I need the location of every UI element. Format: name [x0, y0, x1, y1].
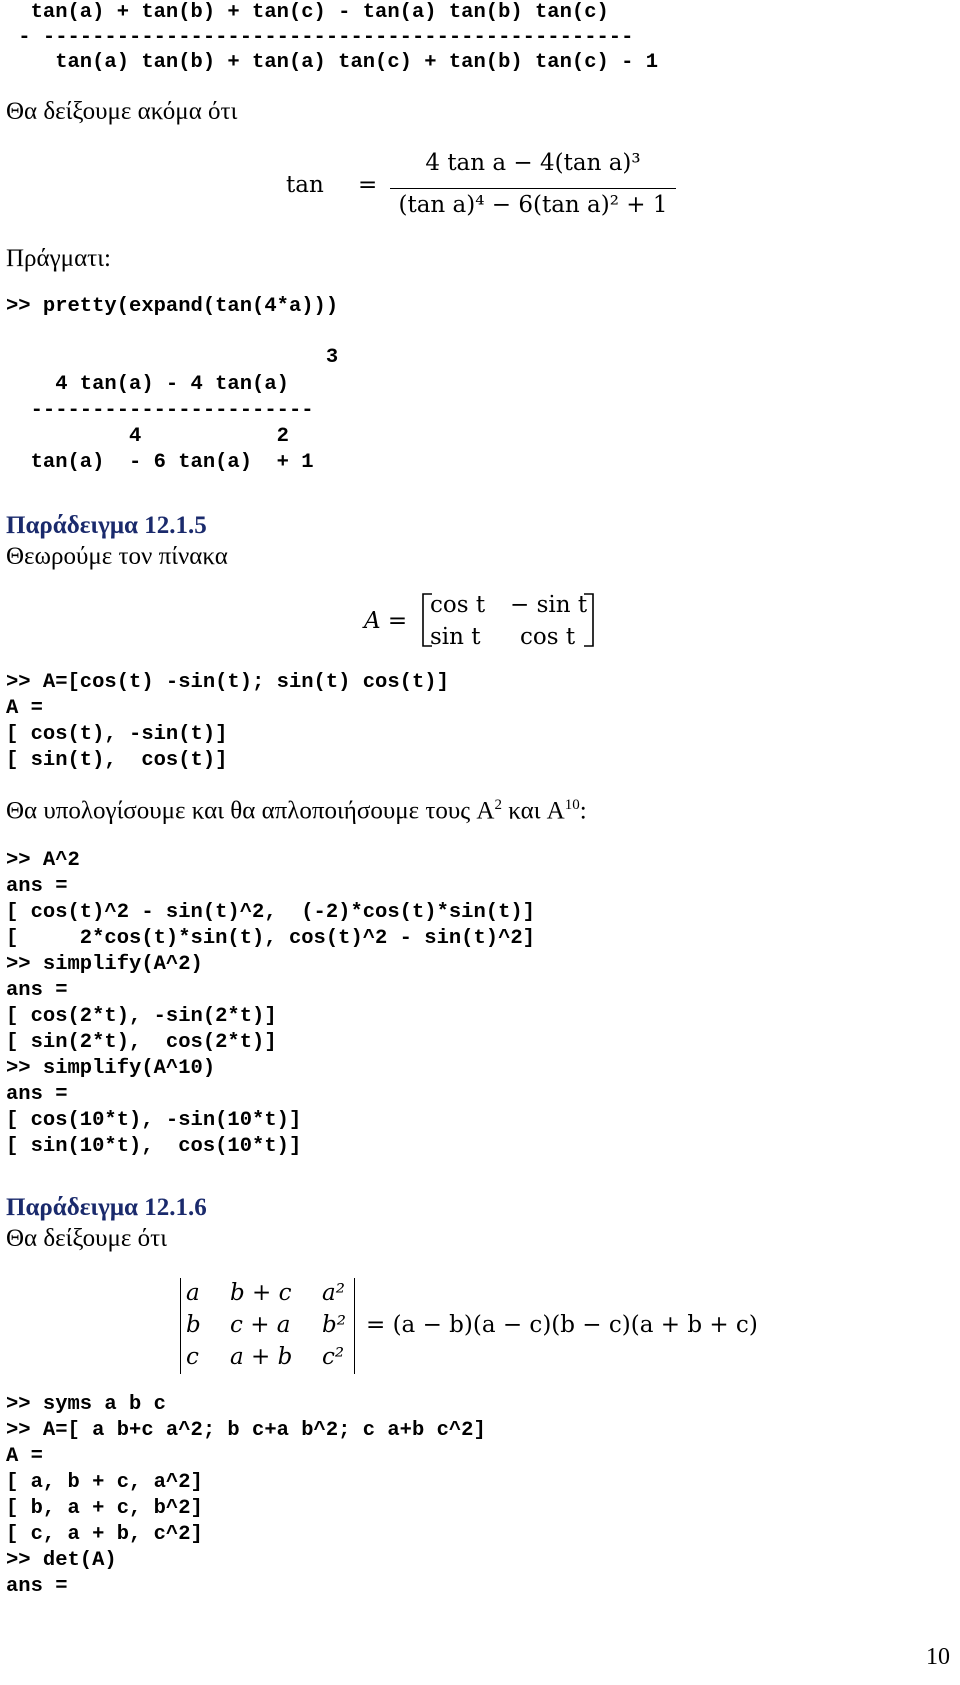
code-line: ans =	[6, 1083, 68, 1106]
det-bar-left	[180, 1278, 181, 1374]
code-line: [ c, a + b, c^2]	[6, 1523, 203, 1546]
code-line: ans =	[6, 1575, 68, 1598]
code-line: >> simplify(A^2)	[6, 953, 203, 976]
code-line: >> A=[ a b+c a^2; b c+a b^2; c a+b c^2]	[6, 1419, 486, 1442]
code-line: [ cos(t), -sin(t)]	[6, 723, 228, 746]
code-line: [ sin(2*t), cos(2*t)]	[6, 1031, 277, 1054]
code-line: >> A=[cos(t) -sin(t); sin(t) cos(t)]	[6, 671, 449, 694]
formula-lhs: tan	[286, 172, 324, 198]
section-heading: Παράδειγμα 12.1.5	[6, 512, 207, 539]
code-line: tan(a) - 6 tan(a) + 1	[6, 451, 314, 474]
matrix-cell: cos t	[520, 624, 576, 650]
det-cell: c²	[322, 1344, 345, 1370]
code-line: [ cos(t)^2 - sin(t)^2, (-2)*cos(t)*sin(t)]	[6, 901, 535, 924]
det-bar-right	[354, 1278, 355, 1374]
code-line: [ b, a + c, b^2]	[6, 1497, 203, 1520]
formula-equals: =	[358, 172, 378, 198]
det-cell: b²	[322, 1312, 346, 1338]
code-line: >> syms a b c	[6, 1393, 166, 1416]
matrix-cell: − sin t	[510, 592, 588, 618]
code-line: -----------------------	[6, 399, 314, 422]
code-line: [ sin(10*t), cos(10*t)]	[6, 1135, 302, 1158]
code-line: >> simplify(A^10)	[6, 1057, 216, 1080]
paragraph-text: Θεωρούμε τον πίνακα	[6, 543, 228, 570]
det-cell: a²	[322, 1280, 345, 1306]
det-cell: a + b	[230, 1344, 293, 1370]
formula-denominator: (tan a)⁴ − 6(tan a)² + 1	[398, 192, 668, 218]
det-cell: c	[186, 1344, 199, 1370]
code-line: tan(a) + tan(b) + tan(c) - tan(a) tan(b) tan(c)	[6, 1, 609, 24]
code-line: >> A^2	[6, 849, 80, 872]
code-line: [ cos(10*t), -sin(10*t)]	[6, 1109, 302, 1132]
code-line: ans =	[6, 875, 68, 898]
code-line: >> det(A)	[6, 1549, 117, 1572]
matrix-lhs: A =	[364, 608, 408, 634]
matrix-cell: cos t	[430, 592, 486, 618]
right-bracket	[582, 592, 596, 648]
det-cell: c + a	[230, 1312, 291, 1338]
code-line: [ 2*cos(t)*sin(t), cos(t)^2 - sin(t)^2]	[6, 927, 535, 950]
det-rhs: = (a − b)(a − c)(b − c)(a + b + c)	[366, 1312, 758, 1338]
code-line: [ cos(2*t), -sin(2*t)]	[6, 1005, 277, 1028]
code-line: [ sin(t), cos(t)]	[6, 749, 228, 772]
code-line: >> pretty(expand(tan(4*a)))	[6, 295, 339, 318]
code-line: 3	[6, 346, 339, 369]
paragraph-text: Θα δείξουμε ότι	[6, 1225, 167, 1252]
paragraph-text: Θα δείξουμε ακόμα ότι	[6, 98, 238, 125]
paragraph-text: Πράγματι:	[6, 245, 111, 272]
det-cell: a	[186, 1280, 200, 1306]
code-line: A =	[6, 1445, 43, 1468]
code-line: A =	[6, 697, 43, 720]
code-line: 4 tan(a) - 4 tan(a)	[6, 373, 289, 396]
page-number: 10	[926, 1644, 950, 1670]
det-cell: b	[186, 1312, 201, 1338]
code-line: ans =	[6, 979, 68, 1002]
fraction-bar	[390, 188, 676, 189]
matrix-cell: sin t	[430, 624, 481, 650]
section-heading: Παράδειγμα 12.1.6	[6, 1194, 207, 1221]
det-cell: b + c	[230, 1280, 292, 1306]
code-line: tan(a) tan(b) + tan(a) tan(c) + tan(b) tan(c) - 1	[6, 51, 659, 74]
paragraph-text: Θα υπολογίσουμε και θα απλοποιήσουμε τους $A^2$ και $A^{10}$:	[6, 797, 587, 825]
code-line: [ a, b + c, a^2]	[6, 1471, 203, 1494]
code-line: - ------------------------------------------------	[6, 26, 634, 49]
formula-numerator: 4 tan a − 4(tan a)³	[425, 150, 641, 176]
code-line: 4 2	[6, 425, 289, 448]
